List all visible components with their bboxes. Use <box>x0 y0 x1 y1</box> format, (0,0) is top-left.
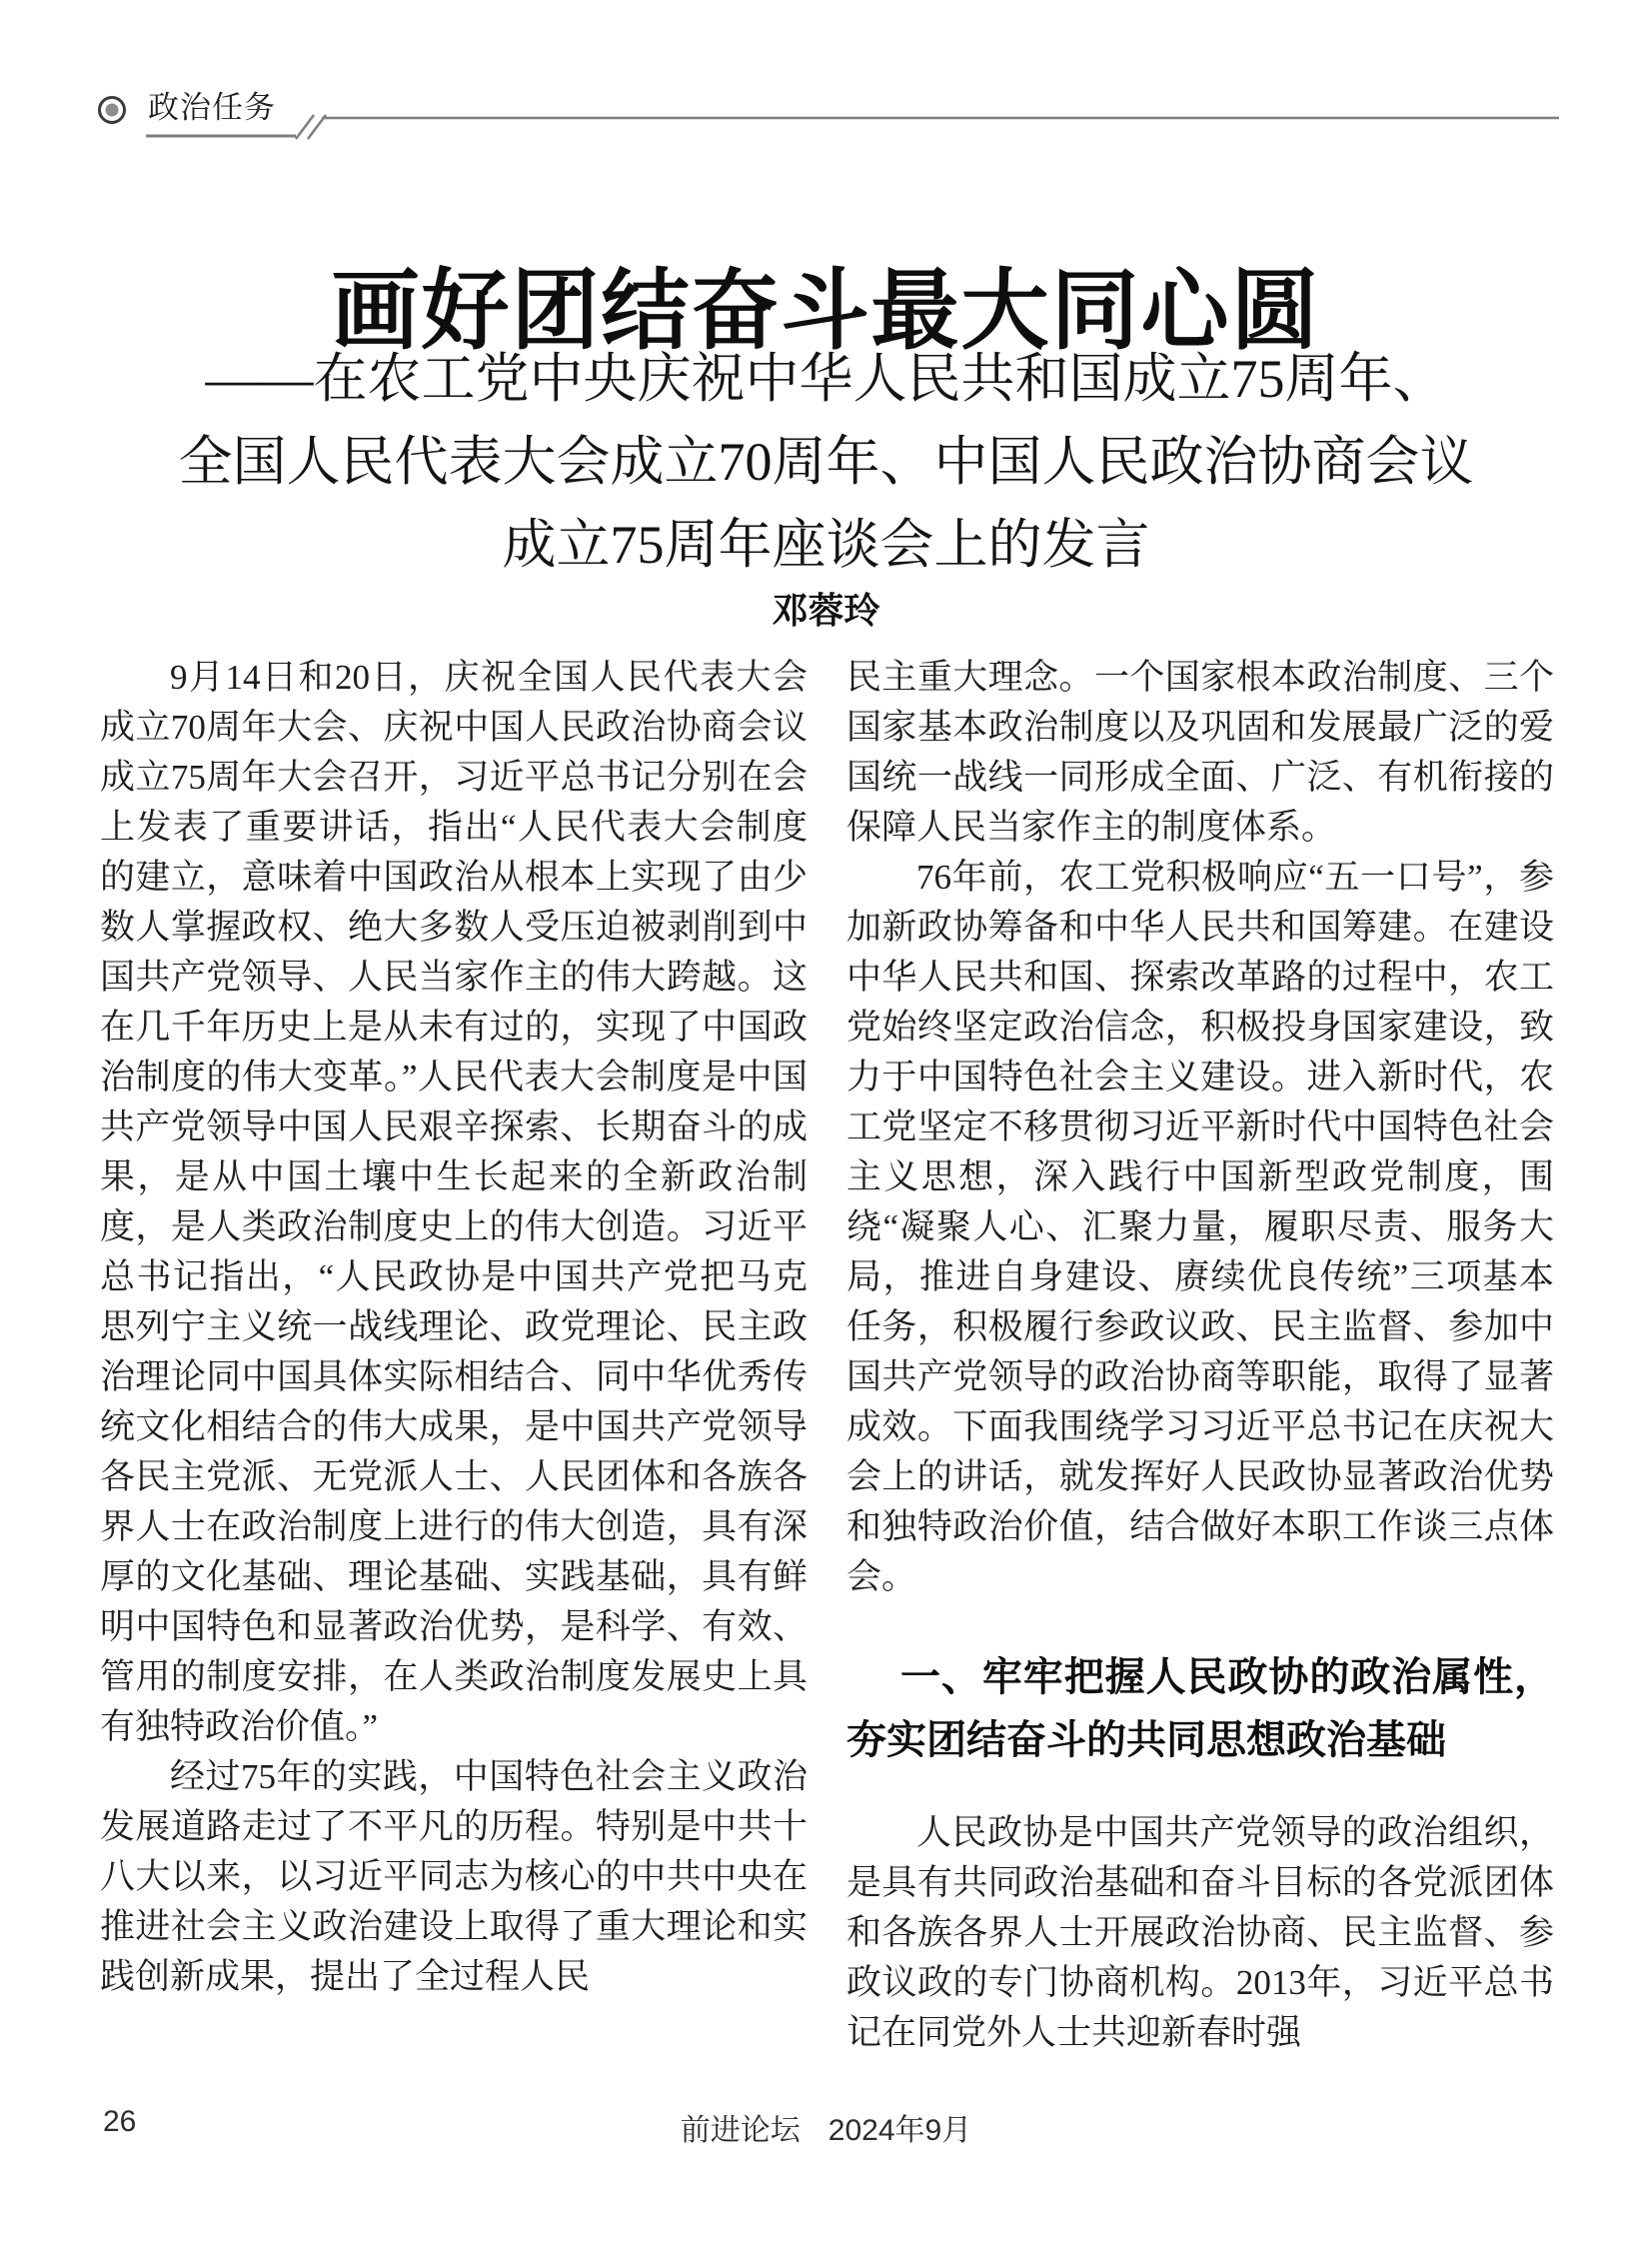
footer-journal-line <box>0 2105 1652 2149</box>
section-bullet-icon <box>98 96 126 124</box>
section-heading: 一、牢牢把握人民政协的政治属性，夯实团结奋斗的共同思想政治基础 <box>846 1655 1554 1762</box>
subtitle-line: 全国人民代表大会成立70周年、中国人民政治协商会议 <box>178 432 1474 492</box>
article-title: 画好团结奋斗最大同心圆 <box>331 260 1321 360</box>
section-label: 政治任务 <box>148 90 276 125</box>
page-header <box>98 90 1559 160</box>
body-paragraph: 经过75年的实践，中国特色社会主义政治发展道路走过了不平凡的历程。特别是中共十八大以来，以习近平同志为核心的中共中央在推进社会主义政治建设上取得了重大理论和实践创新成果，提出了全过程人民 <box>100 1757 808 1996</box>
article-subtitle <box>0 338 1652 587</box>
body-paragraph: 76年前，农工党积极响应“五一口号”，参加新政协筹备和中华人民共和国筹建。在建设中华人民共和国、探索改革路的过程中，农工党始终坚定政治信念，积极投身国家建设，致力于中国特色社会主义建设。进入新时代，农工党坚定不移贯彻习近平新时代中国特色社会主义思想，深入践行中国新型政党制度，围绕“凝聚人心、汇聚力量，履职尽责、服务大局，推进自身建设、赓续优良传统”三项基本任务，积极履行参政议政、民主监督、参加中国共产党领导的政治协商等职能，取得了显著成效。下面我围绕学习习近平总书记在庆祝大会上的讲话，就发挥好人民政协显著政治优势和独特政治价值，结合做好本职工作谈三点体会。 <box>846 858 1554 1596</box>
page-number: 26 <box>103 2105 137 2138</box>
journal-name: 前进论坛 <box>680 2114 801 2147</box>
left-column <box>100 653 808 2002</box>
subtitle-line: 成立75周年座谈会上的发言 <box>502 515 1150 575</box>
header-divider-line <box>146 90 1559 160</box>
body-paragraph: 人民政协是中国共产党领导的政治组织，是具有共同政治基础和奋斗目标的各党派团体和各族各界人士开展政治协商、民主监督、参政议政的专门协商机构。2013年，习近平总书记在同党外人士共迎新春时强 <box>846 1813 1554 2052</box>
body-paragraph-continuation: 民主重大理念。一个国家根本政治制度、三个国家基本政治制度以及巩固和发展最广泛的爱国统一战线一同形成全面、广泛、有机衔接的保障人民当家作主的制度体系。 <box>846 658 1554 847</box>
body-paragraph: 9月14日和20日，庆祝全国人民代表大会成立70周年大会、庆祝中国人民政治协商会议成立75周年大会召开，习近平总书记分别在会上发表了重要讲话，指出“人民代表大会制度的建立，意味着中国政治从根本上实现了由少数人掌握政权、绝大多数人受压迫被剥削到中国共产党领导、人民当家作主的伟大跨越。这在几千年历史上是从未有过的，实现了中国政治制度的伟大变革。”人民代表大会制度是中国共产党领导中国人民艰辛探索、长期奋斗的成果，是从中国土壤中生长起来的全新政治制度，是人类政治制度史上的伟大创造。习近平总书记指出，“人民政协是中国共产党把马克思列宁主义统一战线理论、政党理论、民主政治理论同中国具体实际相结合、同中华优秀传统文化相结合的伟大成果，是中国共产党领导各民主党派、无党派人士、人民团体和各族各界人士在政治制度上进行的伟大创造，具有深厚的文化基础、理论基础、实践基础，具有鲜明中国特色和显著政治优势，是科学、有效、管用的制度安排，在人类政治制度发展史上具有独特政治价值。” <box>100 658 808 1746</box>
subtitle-line: ——在农工党中央庆祝中华人民共和国成立75周年、 <box>205 349 1447 409</box>
author-name: 邓蓉玲 <box>772 590 880 631</box>
issue-date: 2024年9月 <box>827 2114 972 2147</box>
right-column <box>846 653 1554 2058</box>
